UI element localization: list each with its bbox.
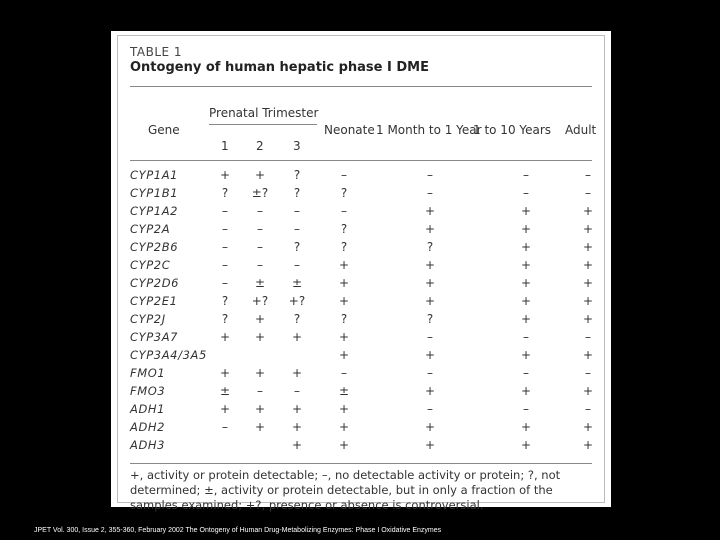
cell-t3: ? [293,168,301,182]
gene-name: ADH3 [130,438,166,452]
cell-t1: ± [219,384,231,398]
cell-y1_10: + [520,312,532,326]
cell-m1y1: + [424,384,436,398]
gene-name: CYP3A7 [130,330,179,344]
cell-m1y1: + [424,204,436,218]
cell-adult: – [585,168,591,182]
cell-t1: – [222,258,228,272]
citation-caption: JPET Vol. 300, Issue 2, 355-360, February 2002 The Ontogeny of Human Drug-Metabolizing Enzymes: Phase I Oxidative Enzymes [34,527,442,534]
cell-adult: – [585,186,591,200]
cell-m1y1: – [427,330,433,344]
header-adult: Adult [565,123,597,137]
gene-name: CYP2B6 [130,240,179,254]
cell-t1: + [219,366,231,380]
table-row [118,203,604,221]
cell-t3: +? [288,294,306,308]
cell-t2: ± [254,276,266,290]
table-label: TABLE 1 [130,45,183,59]
cell-t2: + [254,420,266,434]
cell-neonate: + [338,330,350,344]
header-1-to-10-years: 1 to 10 Years [473,123,552,137]
cell-neonate: ± [338,384,350,398]
cell-m1y1: + [424,258,436,272]
header-1-month-to-1-year: 1 Month to 1 Year [376,123,482,137]
cell-t3: + [291,366,303,380]
table-row [118,257,604,275]
cell-t1: ? [221,312,229,326]
cell-t1: + [219,402,231,416]
cell-neonate: + [338,258,350,272]
cell-t2: + [254,366,266,380]
cell-adult: – [585,366,591,380]
header-trimester-2: 2 [256,139,264,153]
cell-m1y1: – [427,186,433,200]
cell-t1: + [219,330,231,344]
cell-t3: + [291,420,303,434]
cell-adult: – [585,330,591,344]
header-gene: Gene [148,123,180,137]
cell-neonate: + [338,402,350,416]
table-row [118,329,604,347]
cell-y1_10: + [520,204,532,218]
cell-t2: + [254,312,266,326]
cell-t3: + [291,438,303,452]
gene-name: CYP2J [130,312,166,326]
cell-t3: ? [293,186,301,200]
gene-name: FMO3 [130,384,166,398]
cell-m1y1: ? [426,240,434,254]
cell-t1: ? [221,186,229,200]
table-row [118,293,604,311]
cell-t1: – [222,204,228,218]
gene-name: CYP1A1 [130,168,179,182]
cell-t3: – [294,222,300,236]
cell-y1_10: + [520,438,532,452]
cell-adult: – [585,402,591,416]
cell-y1_10: + [520,258,532,272]
cell-t3: – [294,384,300,398]
gene-name: CYP1A2 [130,204,179,218]
cell-t2: + [254,402,266,416]
cell-m1y1: – [427,402,433,416]
cell-t1: – [222,222,228,236]
cell-adult: + [582,222,594,236]
gene-name: CYP2D6 [130,276,180,290]
table-row [118,185,604,203]
cell-t2: + [254,330,266,344]
cell-t2: – [257,258,263,272]
header-prenatal-trimester: Prenatal Trimester [209,106,319,120]
cell-neonate: ? [340,186,348,200]
cell-m1y1: + [424,348,436,362]
table-row [118,239,604,257]
prenatal-rule [209,124,317,125]
cell-neonate: ? [340,240,348,254]
cell-t2: – [257,384,263,398]
cell-neonate: – [341,168,347,182]
cell-adult: + [582,294,594,308]
cell-y1_10: – [523,330,529,344]
header-trimester-3: 3 [293,139,301,153]
cell-neonate: + [338,276,350,290]
cell-t2: +? [251,294,269,308]
table-row [118,383,604,401]
cell-y1_10: – [523,186,529,200]
table-row [118,311,604,329]
cell-y1_10: – [523,402,529,416]
table-row [118,419,604,437]
bottom-rule [130,463,592,464]
cell-t2: + [254,168,266,182]
cell-m1y1: + [424,420,436,434]
table-image [111,31,611,512]
cell-adult: + [582,204,594,218]
table-row [118,221,604,239]
cell-t2: – [257,222,263,236]
cell-m1y1: + [424,276,436,290]
cell-y1_10: + [520,294,532,308]
cell-t3: + [291,402,303,416]
cell-t3: – [294,204,300,218]
table-row [118,365,604,383]
cell-neonate: + [338,420,350,434]
cell-neonate: + [338,438,350,452]
cell-m1y1: + [424,222,436,236]
cell-neonate: – [341,204,347,218]
cell-adult: + [582,240,594,254]
cell-t3: ± [291,276,303,290]
table-row [118,401,604,419]
cell-neonate: ? [340,222,348,236]
cell-t3: + [291,330,303,344]
cell-m1y1: + [424,438,436,452]
cell-neonate: ? [340,312,348,326]
cell-y1_10: + [520,240,532,254]
table-row [118,167,604,185]
cell-t3: ? [293,240,301,254]
cell-t2: ±? [251,186,269,200]
gene-name: FMO1 [130,366,166,380]
cell-t3: – [294,258,300,272]
cell-t1: – [222,420,228,434]
cell-adult: + [582,258,594,272]
gene-name: ADH1 [130,402,166,416]
cell-adult: + [582,384,594,398]
cell-adult: + [582,420,594,434]
cell-m1y1: ? [426,312,434,326]
cell-neonate: – [341,366,347,380]
gene-name: CYP3A4/3A5 [130,348,207,362]
cell-adult: + [582,438,594,452]
header-rule [130,160,592,161]
table-row [118,275,604,293]
table-title: Ontogeny of human hepatic phase I DME [130,60,429,75]
table-row [118,437,604,455]
cell-adult: + [582,312,594,326]
gene-name: ADH2 [130,420,166,434]
table-row [118,347,604,365]
cell-t1: – [222,276,228,290]
table-footnote: +, activity or protein detectable; –, no detectable activity or protein; ?, not determined; ±, activity or protein detectable, but in only a fraction of the samples examined; +?, presence or absence is controversial. [130,468,561,512]
cell-y1_10: + [520,348,532,362]
cell-m1y1: + [424,294,436,308]
cell-y1_10: + [520,384,532,398]
gene-name: CYP2A [130,222,171,236]
table-frame [117,35,605,512]
cell-y1_10: + [520,222,532,236]
cell-y1_10: + [520,276,532,290]
gene-name: CYP2E1 [130,294,178,308]
top-rule [130,86,592,87]
cell-neonate: + [338,348,350,362]
cell-t1: – [222,240,228,254]
cell-t3: ? [293,312,301,326]
cell-t1: + [219,168,231,182]
gene-name: CYP2C [130,258,171,272]
cell-m1y1: – [427,366,433,380]
table-body [118,167,604,455]
cell-y1_10: – [523,168,529,182]
cell-y1_10: – [523,366,529,380]
cell-t2: – [257,240,263,254]
cell-m1y1: – [427,168,433,182]
cell-adult: + [582,276,594,290]
cell-t1: ? [221,294,229,308]
cell-neonate: + [338,294,350,308]
header-neonate: Neonate [324,123,375,137]
header-trimester-1: 1 [221,139,229,153]
cell-y1_10: + [520,420,532,434]
cell-adult: + [582,348,594,362]
cell-t2: – [257,204,263,218]
gene-name: CYP1B1 [130,186,179,200]
